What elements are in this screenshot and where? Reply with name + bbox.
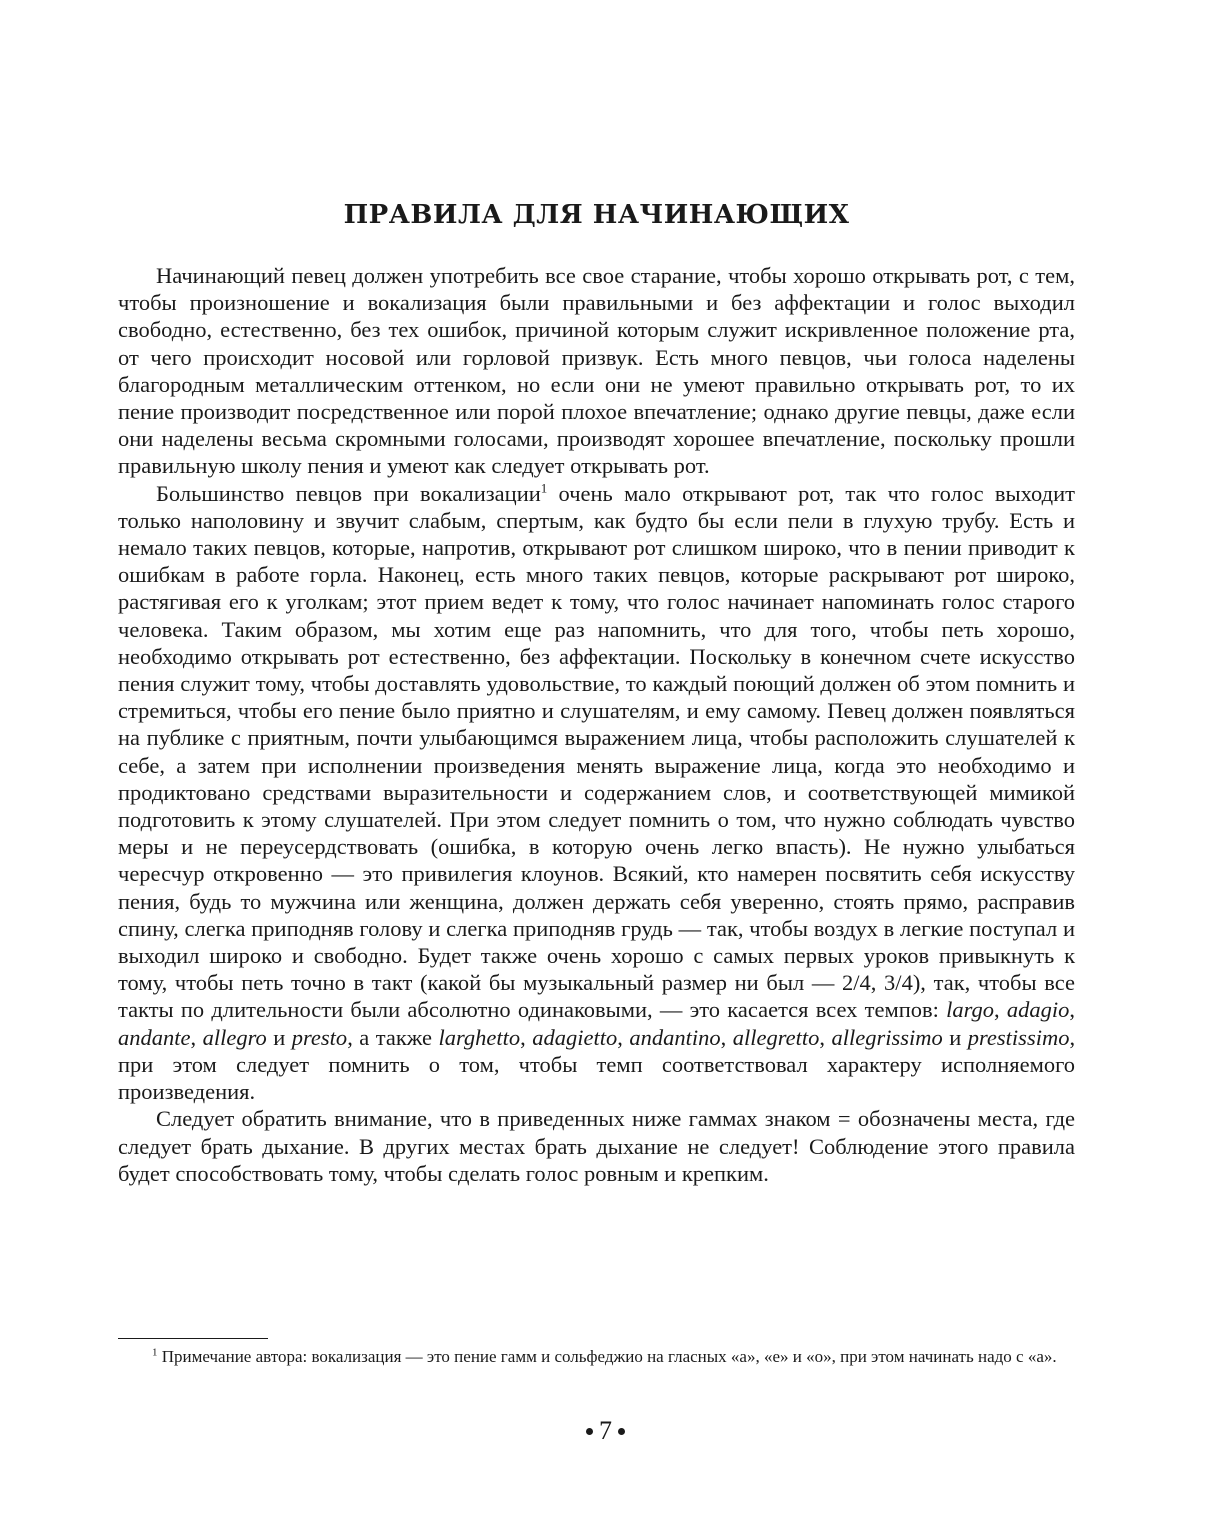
footnote-text: Примечание автора: вокализация — это пение гамм и сольфеджио на гласных «а», «е» и «о», при этом начинать надо с «а». bbox=[157, 1347, 1057, 1366]
tempo-term: allegrissimo bbox=[831, 1024, 943, 1050]
tempo-term: prestissimo bbox=[967, 1024, 1070, 1050]
separator: , а также bbox=[347, 1024, 439, 1050]
bullet-dot-icon bbox=[586, 1428, 593, 1435]
tempo-term: andante bbox=[118, 1024, 191, 1050]
separator: и bbox=[942, 1024, 968, 1050]
paragraph-2-part1: Большинство певцов при вокализации bbox=[156, 480, 541, 506]
tempo-term: largo bbox=[946, 997, 995, 1023]
paragraph-3: Следует обратить внимание, что в приведенных ниже гаммах знаком = обозначены места, где следует брать дыхание. В других местах брать дыхание не следует! Соблюдение этого правила будет способствовать тому, чтобы сделать голос ровным и крепким. bbox=[118, 1106, 1075, 1186]
tempo-term: adagio bbox=[1006, 997, 1070, 1023]
tempo-term: adagietto bbox=[532, 1024, 618, 1050]
separator: , bbox=[190, 1024, 203, 1050]
footnote-marker: 1 bbox=[152, 1346, 158, 1359]
separator: , bbox=[520, 1024, 533, 1050]
main-text bbox=[118, 262, 1075, 1187]
separator: , bbox=[819, 1024, 832, 1050]
tempo-term: presto bbox=[291, 1024, 348, 1050]
separator: , bbox=[994, 997, 1007, 1023]
tempo-term: andantino bbox=[629, 1024, 721, 1050]
paragraph-1: Начинающий певец должен употребить все свое старание, чтобы хорошо открывать рот, с тем, чтобы произношение и вокализация были правильными и без аффектации и голос выходил свободно, естественно, без тех ошибок, причиной которым служит искривленное положение рта, от чего происходит носовой или горловой призвук. Есть много певцов, чьи голоса наделены благородным металлическим оттенком, но если они не умеют правильно открывать рот, то их пение производит посредственное или порой плохое впечатление; однако другие певцы, даже если они наделены весьма скромными голосами, производят хорошее впечатление, поскольку прошли правильную школу пения и умеют как следует открывать рот. bbox=[118, 263, 1075, 479]
footnote-divider bbox=[118, 1338, 268, 1339]
tempo-term: allegretto bbox=[732, 1024, 820, 1050]
paragraph-2 bbox=[118, 480, 1075, 1106]
page-title: ПРАВИЛА ДЛЯ НАЧИНАЮЩИХ bbox=[343, 200, 850, 230]
paragraph-2-part3: , при этом следует помнить о том, чтобы темп соответствовал характеру исполняемого произведения. bbox=[118, 1024, 1076, 1105]
separator: и bbox=[266, 1024, 292, 1050]
page-number-value: 7 bbox=[599, 1416, 612, 1445]
tempo-term: allegro bbox=[202, 1024, 267, 1050]
paragraph-2-part2: очень мало открывают рот, так что голос выходит только наполовину и звучит слабым, спертым, как будто бы если пели в глухую трубу. Есть и немало таких певцов, которые, напротив, открывают рот слишком широко, что в пении приводит к ошибкам в работе горла. Наконец, есть много таких певцов, которые раскрывают рот широко, растягивая его к уголкам; этот прием ведет к тому, что голос начинает напоминать голос старого человека. Таким образом, мы хотим еще раз напомнить, что для того, чтобы петь хорошо, необходимо открывать рот естественно, без аффектации. Поскольку в конечном счете искусство пения служит тому, чтобы доставлять удовольствие, то каждый поющий должен об этом помнить и стремиться, чтобы его пение было приятно и слушателям, и ему самому. Певец должен появляться на публике с приятным, почти улыбающимся выражением лица, чтобы расположить слушателей к себе, а затем при исполнении произведения менять выражение лица, когда это необходимо и продиктовано средствами выразительности и содержанием слов, и соответствующей мимикой подготовить к этому слушателей. При этом следует помнить о том, что нужно соблюдать чувство меры и не переусердствовать (ошибка, в которую очень легко впасть). Не нужно улыбаться чересчур откровенно — это привилегия клоунов. Всякий, кто намерен посвятить себя искусству пения, будь то мужчина или женщина, должен держать себя уверенно, стоять прямо, расправив спину, слегка приподняв голову и слегка приподняв грудь — так, чтобы воздух в легкие поступал и выходил широко и свободно. Будет также очень хорошо с самых первых уроков привыкнуть к тому, чтобы петь точно в такт (какой бы музыкальный размер ни был — 2/4, 3/4), так, чтобы все такты по длительности были абсолютно одинаковыми, — это касается всех темпов: bbox=[118, 480, 1075, 1023]
footnote bbox=[118, 1346, 1075, 1367]
separator: , bbox=[720, 1024, 733, 1050]
page-number bbox=[0, 1416, 1211, 1446]
separator: , bbox=[617, 1024, 630, 1050]
footnote-ref[interactable]: 1 bbox=[540, 480, 548, 496]
tempo-term: larghetto bbox=[438, 1024, 521, 1050]
separator: , bbox=[1069, 997, 1075, 1023]
bullet-dot-icon bbox=[618, 1428, 625, 1435]
